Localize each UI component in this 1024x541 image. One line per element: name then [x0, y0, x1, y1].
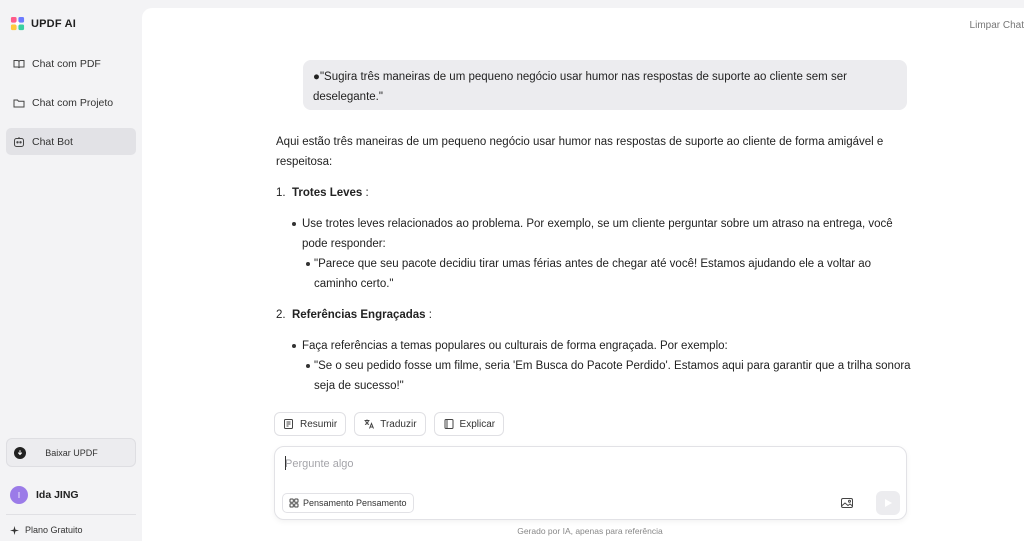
translate-icon	[363, 418, 375, 430]
explain-book-icon	[443, 418, 455, 430]
ai-disclaimer: Gerado por IA, apenas para referência	[517, 526, 663, 536]
assistant-answer	[276, 132, 916, 396]
thinking-label: Pensamento Pensamento	[303, 498, 407, 508]
translate-button[interactable]	[354, 412, 425, 436]
section-suffix: :	[425, 309, 432, 321]
user-profile[interactable]	[10, 486, 79, 504]
plan-label: Plano Gratuito	[25, 525, 83, 535]
download-updf-button[interactable]	[6, 438, 136, 467]
download-icon	[14, 447, 26, 459]
send-icon	[883, 498, 893, 508]
sidebar-item-label: Chat com PDF	[32, 57, 101, 70]
message-composer	[274, 446, 907, 520]
answer-bullet: Faça referências a temas populares ou culturais de forma engraçada. Por exemplo:	[276, 336, 916, 356]
section-title: Trotes Leves	[291, 187, 363, 199]
section-title: Referências Engraçadas	[291, 309, 426, 321]
section-suffix: :	[362, 187, 369, 199]
updf-logo-icon	[10, 16, 25, 31]
summarize-icon	[283, 418, 295, 430]
clear-chat-button[interactable]: Limpar Chat	[969, 20, 1024, 31]
answer-section-heading	[276, 183, 916, 203]
message-input[interactable]	[285, 456, 825, 472]
translate-label: Traduzir	[380, 418, 417, 430]
user-name: Ida JING	[36, 489, 79, 501]
sidebar-item-chat-projeto[interactable]	[6, 89, 136, 116]
download-label: Baixar UPDF	[45, 447, 98, 458]
quick-actions	[274, 412, 504, 436]
sidebar-nav	[6, 50, 136, 167]
sidebar-item-label: Chat com Projeto	[32, 96, 114, 109]
plan-link[interactable]	[10, 525, 83, 535]
image-upload-button[interactable]	[838, 494, 856, 512]
sidebar-item-label: Chat Bot	[32, 135, 73, 148]
thinking-mode-button[interactable]	[282, 493, 414, 513]
sparkle-icon	[10, 526, 19, 535]
user-message: ●"Sugira três maneiras de um pequeno negócio usar humor nas respostas de suporte ao cliente sem ser deselegante."	[303, 60, 907, 110]
answer-intro: Aqui estão três maneiras de um pequeno negócio usar humor nas respostas de suporte ao cliente de forma amigável e respeitosa:	[276, 136, 884, 168]
answer-sub-bullet: "Se o seu pedido fosse um filme, seria 'Em Busca do Pacote Perdido'. Estamos aqui para garantir que a trilha sonora seja de sucesso!"	[276, 356, 916, 396]
summarize-label: Resumir	[300, 418, 338, 430]
sidebar-item-chat-pdf[interactable]	[6, 50, 136, 77]
answer-bullet: Use trotes leves relacionados ao problema. Por exemplo, se um cliente perguntar sobre um atraso na entrega, você pode responder:	[276, 214, 916, 254]
avatar: I	[10, 486, 28, 504]
sidebar-divider	[6, 514, 136, 515]
sidebar	[0, 0, 142, 541]
folder-icon	[13, 97, 25, 109]
summarize-button[interactable]	[274, 412, 346, 436]
answer-sub-bullet: "Parece que seu pacote decidiu tirar umas férias antes de chegar até você! Estamos ajudando ele a voltar ao caminho certo."	[276, 254, 916, 294]
thinking-icon	[289, 498, 299, 508]
section-number: 1.	[276, 187, 286, 199]
answer-section-heading	[276, 305, 916, 325]
sidebar-item-chat-bot[interactable]	[6, 128, 136, 155]
book-icon	[13, 58, 25, 70]
bot-icon	[13, 136, 25, 148]
section-number: 2.	[276, 309, 286, 321]
brand[interactable]	[10, 16, 76, 31]
app-name: UPDF AI	[31, 17, 76, 30]
explain-button[interactable]	[434, 412, 505, 436]
explain-label: Explicar	[459, 418, 496, 430]
text-caret	[285, 456, 286, 470]
image-icon	[840, 496, 854, 510]
chat-panel	[142, 8, 1024, 541]
send-button[interactable]	[876, 491, 900, 515]
